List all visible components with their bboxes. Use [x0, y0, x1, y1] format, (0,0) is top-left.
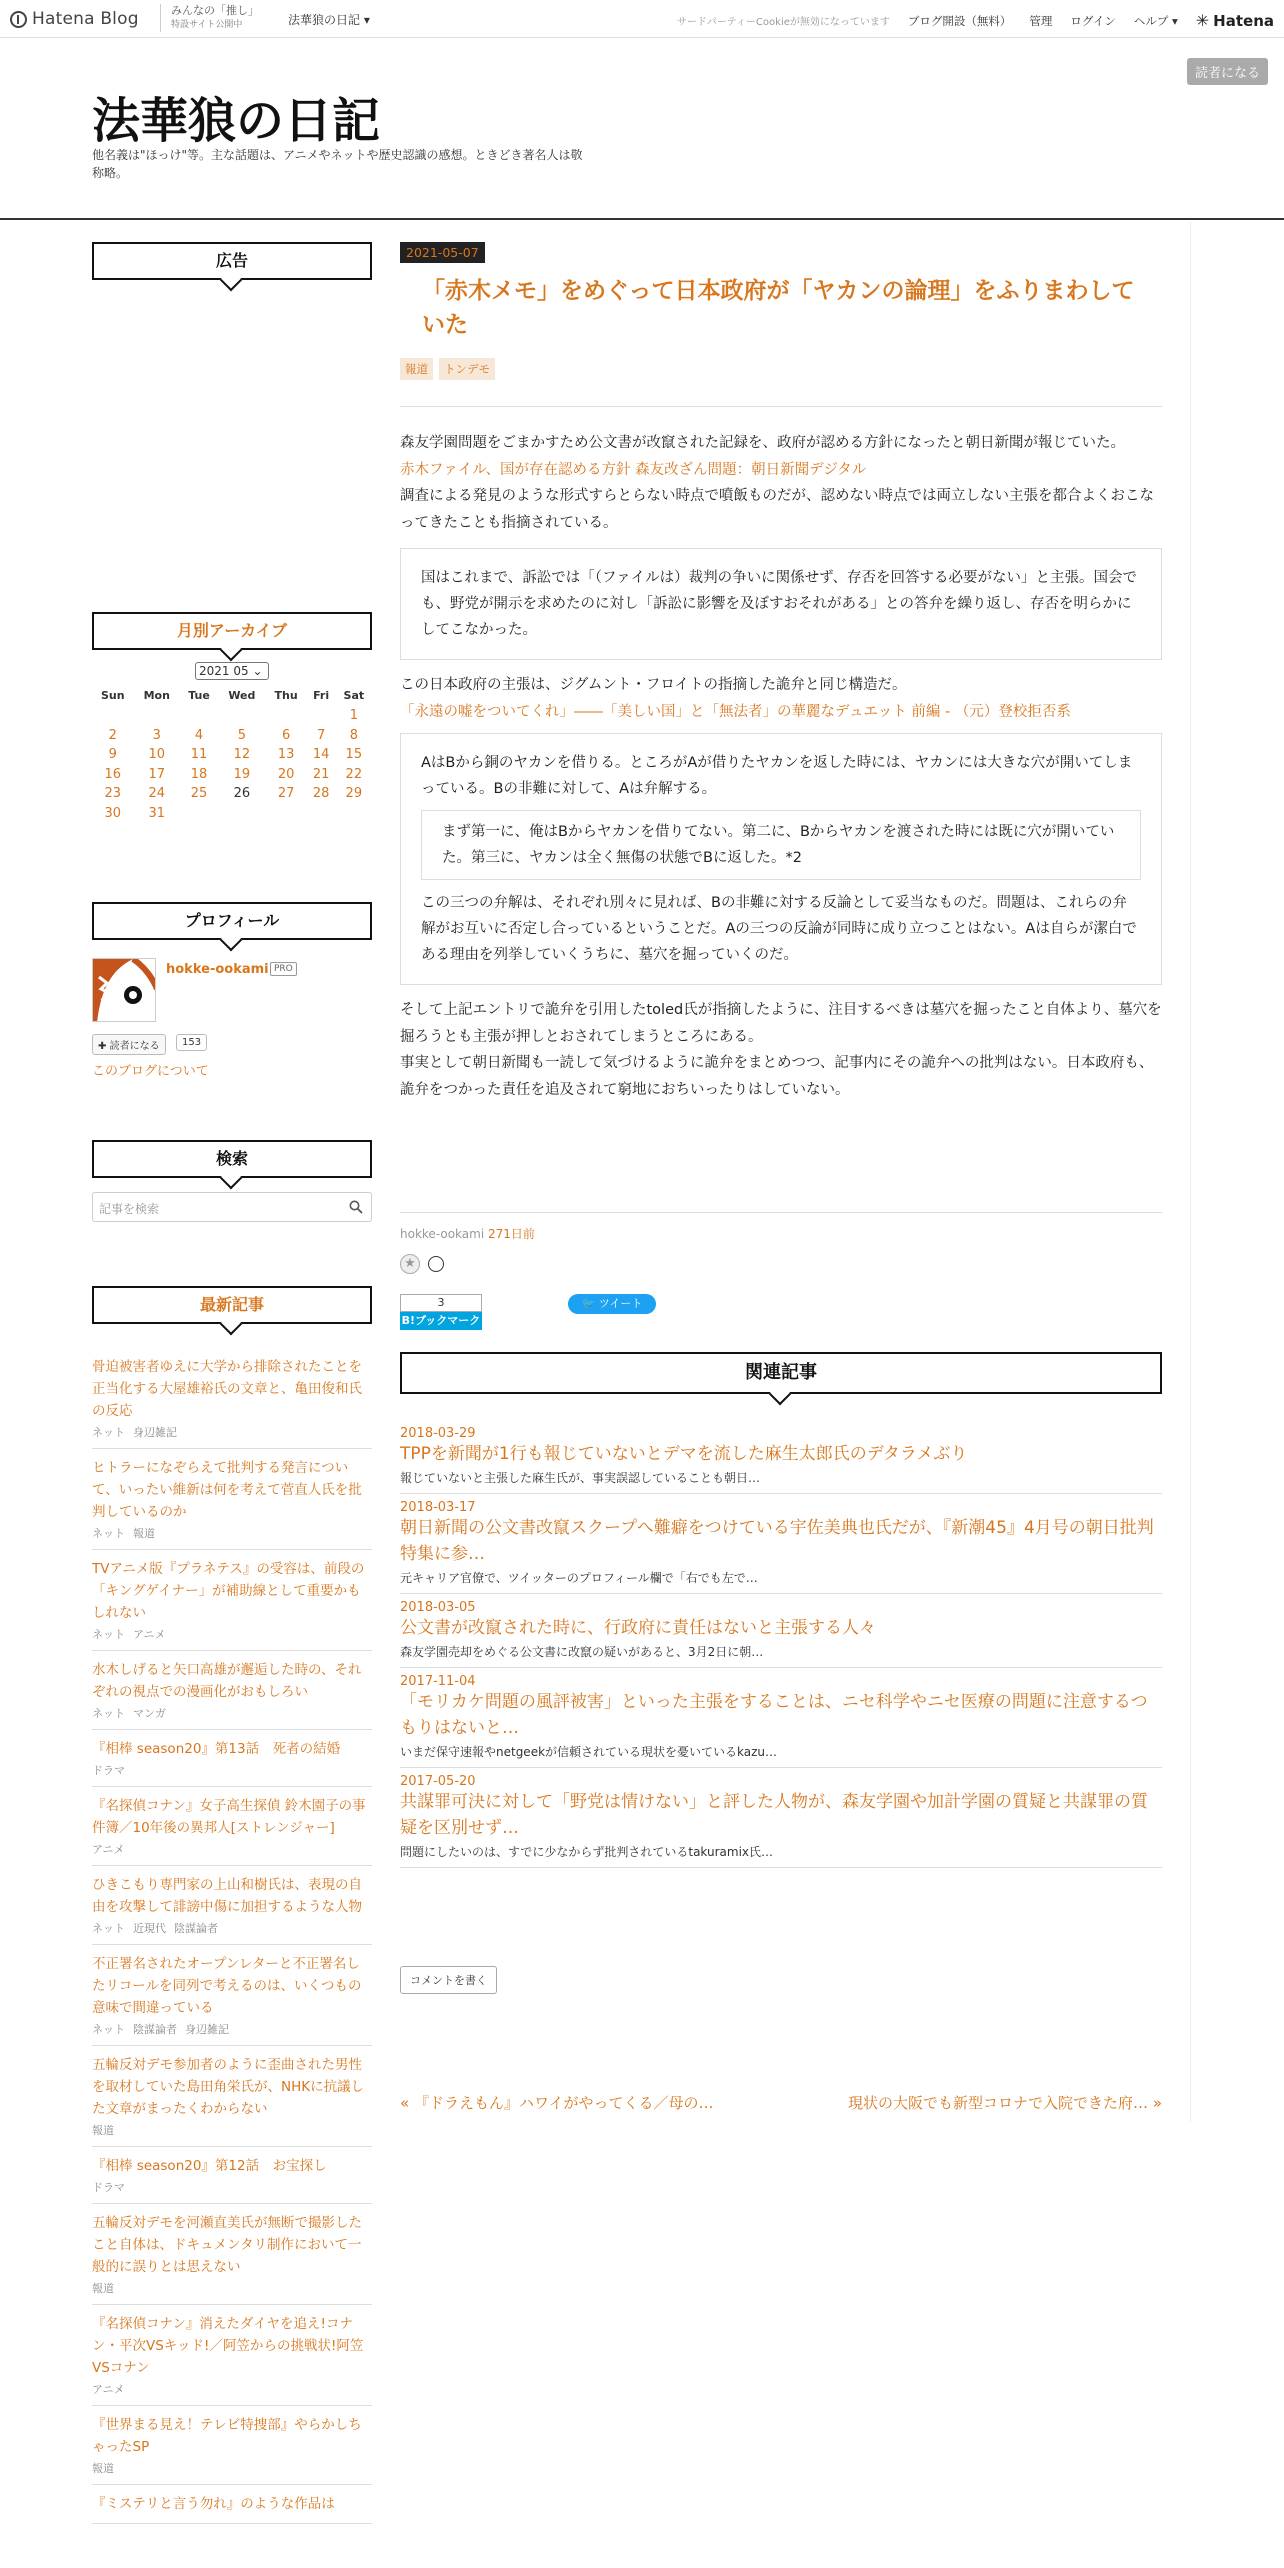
blog-description: 他名義は"ほっけ"等。主な話題は、アニメやネットや歴史認識の感想。ときどき著名人は敬称略。	[92, 148, 583, 180]
related-entry-snippet: 問題にしたいのは、すでに少なからず批判されているtakuramix氏…	[400, 1845, 774, 1859]
recent-entries-title[interactable]: 最新記事	[92, 1286, 372, 1324]
calendar-day[interactable]: 17	[148, 766, 166, 782]
category-link[interactable]: アニメ	[133, 1628, 166, 1641]
entry-categories	[400, 358, 495, 380]
hatena-blog-wordmark: Hatena Blog	[32, 9, 139, 29]
category-link[interactable]: ネット	[92, 1922, 125, 1935]
recent-entry	[92, 1550, 372, 1651]
calendar-empty	[307, 706, 336, 726]
promo-line2: 特設サイト公開中	[171, 20, 243, 30]
hatena-brand-label: Hatena	[1213, 11, 1274, 30]
related-entry-snippet: いまだ保守速報やnetgeekが信頼されている現状を憂いているkazu…	[400, 1745, 778, 1759]
calendar-day[interactable]: 18	[190, 766, 208, 782]
category-link[interactable]: ネット	[92, 2023, 125, 2036]
category-link[interactable]: 近現代	[133, 1922, 166, 1935]
tweet-button[interactable]	[568, 1294, 656, 1314]
nested-blockquote	[421, 810, 1141, 880]
recent-entry-categories	[92, 1705, 372, 1721]
quote-text: AはBから銅のヤカンを借りる。ところがAが借りたヤカンを返した時には、ヤカンには大きな穴が開いてしまっている。Bの非難に対して、Aは弁解する。	[421, 755, 1133, 797]
related-entry-snippet: 元キャリア官僚で、ツイッターのプロフィール欄で「右でも左で…	[400, 1571, 758, 1585]
blog-header	[0, 38, 1284, 220]
calendar-day[interactable]: 21	[312, 766, 330, 782]
blog-title[interactable]: 法華狼の日記	[92, 93, 381, 149]
calendar-day[interactable]: 27	[277, 786, 295, 802]
category-link[interactable]: マンガ	[133, 1707, 166, 1720]
category-link[interactable]: 陰謀論者	[174, 1922, 218, 1935]
star-icon: ★	[404, 1256, 416, 1271]
category-link[interactable]: ネット	[92, 1527, 125, 1540]
recent-entry	[92, 1651, 372, 1730]
related-entry-title[interactable]: TPPを新聞が1行も報じていないとデマを流した麻生太郎氏のデタラメぶり	[400, 1444, 968, 1464]
recent-entry-title[interactable]: 五輪反対デモ参加者のように歪曲された男性を取材していた島田角栄氏が、NHKに抗議した文章がまったくわからない	[92, 2057, 365, 2117]
weekday-header: Sun	[100, 688, 125, 702]
hatena-blog-logo[interactable]	[10, 8, 139, 30]
related-entry-date: 2018-03-29	[400, 1426, 476, 1441]
calendar-day[interactable]: 15	[345, 747, 363, 763]
related-entry-date: 2017-05-20	[400, 1774, 476, 1789]
recent-entry-categories	[92, 1525, 372, 1541]
ad-module	[92, 242, 372, 280]
recent-entry-title[interactable]: 不正署名されたオープンレターと不正署名したリコールを同列で考えるのは、いくつもの意味で間違っている	[92, 1956, 362, 2016]
recent-entry-categories	[92, 2122, 372, 2138]
weekday-header: Sat	[343, 688, 365, 702]
archive-month-select[interactable]	[195, 662, 269, 680]
calendar-day[interactable]: 5	[237, 727, 246, 743]
archive-month-value: 2021 05	[199, 664, 249, 678]
calendar-day[interactable]: 6	[281, 727, 291, 743]
recent-entry-categories	[92, 2021, 372, 2037]
recent-entry	[92, 2485, 372, 2524]
recent-entry-categories	[92, 1626, 372, 1642]
tweet-label: ツイート	[598, 1297, 643, 1310]
calendar-empty	[336, 804, 372, 824]
archive-title[interactable]: 月別アーカイブ	[92, 612, 372, 650]
related-entry-title[interactable]: 共謀罪可決に対して「野党は情けない」と評した人物が、森友学園や加計学園の質疑と共謀罪の質疑を区別せず…	[400, 1792, 1148, 1838]
recent-entry-title[interactable]: 『名探偵コナン』女子高生探偵 鈴木園子の事件簿／10年後の異邦人[ストレンジャー]	[92, 1798, 366, 1836]
archive-module	[92, 612, 372, 823]
recent-entry-title[interactable]: TVアニメ版『プラネテス』の受容は、前段の「キングゲイナー」が補助線として重要かもしれない	[92, 1561, 365, 1621]
recent-entry-categories	[92, 2460, 372, 2476]
entry-body	[400, 430, 1162, 1103]
bookmark-button[interactable]: B!ブックマーク	[400, 1312, 482, 1330]
calendar-day[interactable]: 22	[345, 766, 363, 782]
calendar-day[interactable]: 24	[148, 786, 166, 802]
recent-entry-categories	[92, 2381, 372, 2397]
calendar-day[interactable]: 31	[148, 805, 166, 821]
calendar-day[interactable]: 10	[148, 747, 166, 763]
subscriber-count[interactable]: 153	[176, 1034, 207, 1051]
recent-entry	[92, 1945, 372, 2046]
recent-entry	[92, 1866, 372, 1945]
paragraph: 森友学園問題をごまかすため公文書が改竄された記録を、政府が認める方針になったと朝日新聞が報じていた。	[400, 435, 1125, 451]
star-user-icon[interactable]	[428, 1256, 444, 1272]
calendar-day[interactable]: 14	[312, 747, 330, 763]
calendar-day[interactable]: 23	[104, 786, 122, 802]
recent-entry	[92, 1730, 372, 1787]
recent-entry	[92, 2406, 372, 2485]
recent-entry-title[interactable]: 『ミステリと言う勿れ』のような作品は	[92, 2496, 335, 2512]
search-module	[92, 1140, 372, 1216]
about-blog-link[interactable]: このブログについて	[92, 1064, 209, 1079]
cookie-notice: サードパーティーCookieが無効になっています	[676, 17, 890, 28]
promo-link[interactable]	[160, 4, 259, 32]
recent-entry-title[interactable]: 水木しげると矢口高雄が邂逅した時の、それぞれの視点での漫画化がおもしろい	[92, 1662, 362, 1700]
search-title: 検索	[92, 1140, 372, 1178]
add-star-button[interactable]	[400, 1254, 420, 1274]
recent-entry-categories	[92, 1424, 372, 1440]
related-entry-snippet: 森友学園売却をめぐる公文書に改竄の疑いがあると、3月2日に朝…	[400, 1645, 764, 1659]
entry-permalink[interactable]: 271日前	[487, 1227, 535, 1241]
ad-title: 広告	[92, 242, 372, 280]
calendar-day[interactable]: 4	[194, 727, 204, 743]
weekday-header: Tue	[188, 688, 210, 702]
hatena-brand[interactable]	[1196, 11, 1274, 30]
caret-down-icon: ▾	[1171, 13, 1178, 28]
recent-entry	[92, 2305, 372, 2406]
calendar-day[interactable]: 12	[233, 747, 251, 763]
subscribe-button[interactable]: 読者になる	[1187, 58, 1268, 85]
related-list	[400, 1420, 1162, 1868]
recent-entry-title[interactable]: ヒトラーになぞらえて批判する発言について、いったい維新は何を考えて菅直人氏を批判しているのか	[92, 1460, 362, 1520]
recent-entry-categories	[92, 2179, 372, 2195]
content-divider	[1190, 222, 1191, 2122]
recent-entries-list	[92, 1348, 372, 2524]
weekday-header: Mon	[143, 688, 170, 702]
recent-entry-title[interactable]: 『相棒 season20』第13話 死者の結婚	[92, 1741, 341, 1757]
category-link[interactable]: 陰謀論者	[133, 2023, 177, 2036]
recent-entry-categories	[92, 2280, 372, 2296]
category-link[interactable]: 身辺雑記	[185, 2023, 229, 2036]
archive-calendar	[92, 684, 372, 823]
recent-entry-title[interactable]: 『世界まる見え！テレビ特捜部』やらかしちゃったSP	[92, 2417, 362, 2455]
related-entry	[400, 1768, 1162, 1868]
category-chip[interactable]: 報道	[400, 358, 433, 380]
prev-entry-link[interactable]: « 『ドラえもん』ハワイがやってくる／母の…	[400, 2094, 714, 2112]
recent-entry	[92, 2147, 372, 2204]
profile-module	[92, 902, 372, 1079]
related-entry-date: 2018-03-17	[400, 1500, 476, 1515]
calendar-empty	[218, 706, 266, 726]
related-entry-date: 2017-11-04	[400, 1674, 476, 1689]
sidebar-subscribe-button[interactable]	[92, 1034, 166, 1055]
entry-title[interactable]: 「赤木メモ」をめぐって日本政府が「ヤカンの論理」をふりまわしていた	[422, 278, 1135, 338]
quote-text: この三つの弁解は、それぞれ別々に見れば、Bの非難に対する反論として妥当なものだ。問題は、これらの弁解がお互いに否定し合っているということだ。Aの三つの反論が同時に成り立つことはない。Aは自らが潔白である理由を列挙していくうちに、墓穴を掘っていくのだ。	[421, 895, 1137, 963]
recent-entry-title[interactable]: 『相棒 season20』第12話 お宝探し	[92, 2158, 327, 2174]
related-title: 関連記事	[400, 1352, 1162, 1394]
calendar-day[interactable]: 19	[233, 766, 251, 782]
create-blog-link[interactable]: ブログ開設（無料）	[907, 13, 1012, 28]
related-entry	[400, 1420, 1162, 1494]
calendar-day[interactable]: 20	[277, 766, 295, 782]
category-link[interactable]: ドラマ	[92, 2181, 125, 2194]
recent-entry-title[interactable]: 『名探偵コナン』消えたダイヤを追え!コナン・平次VSキッド!／阿笠からの挑戦状!阿笠VSコナン	[92, 2316, 364, 2376]
category-link[interactable]: ドラマ	[92, 1764, 125, 1777]
calendar-day[interactable]: 29	[345, 786, 363, 802]
recent-entry	[92, 2046, 372, 2147]
calendar-empty	[266, 804, 307, 824]
twitter-icon: 🐦	[581, 1297, 596, 1310]
recent-entry	[92, 2204, 372, 2305]
category-link[interactable]: ネット	[92, 1426, 125, 1439]
category-link[interactable]: アニメ	[92, 1843, 125, 1856]
entry-date[interactable]: 2021-05-07	[400, 242, 485, 263]
calendar-empty	[180, 706, 218, 726]
recent-entry	[92, 1787, 372, 1866]
category-link[interactable]: アニメ	[92, 2383, 125, 2396]
calendar-empty	[92, 706, 134, 726]
divider	[400, 406, 1162, 407]
recent-entry	[92, 1348, 372, 1449]
related-entry-title[interactable]: 「モリカケ問題の風評被害」といった主張をすることは、ニセ科学やニセ医療の問題に注意するつもりはないと…	[400, 1692, 1148, 1738]
calendar-empty	[180, 804, 218, 824]
calendar-day[interactable]: 30	[104, 805, 122, 821]
weekday-header: Thu	[274, 688, 298, 702]
calendar-empty	[218, 804, 266, 824]
paragraph: 事実として朝日新聞も一読して気づけるように詭弁をまとめつつ、記事内にその詭弁への批判はない。日本政府も、詭弁をつかった責任を追及されて窮地におちいったりはしていない。	[400, 1055, 1154, 1098]
category-link[interactable]: ネット	[92, 1707, 125, 1720]
calendar-day[interactable]: 13	[277, 747, 295, 763]
category-link[interactable]: ネット	[92, 1628, 125, 1641]
calendar-empty	[307, 804, 336, 824]
recent-entry-categories	[92, 1762, 372, 1778]
profile-title: プロフィール	[92, 902, 372, 940]
category-chip[interactable]: トンデモ	[439, 358, 495, 380]
recent-entry	[92, 1449, 372, 1550]
paragraph: 調査による発見のような形式すらとらない時点で噴飯ものだが、認めない時点では両立しない主張を都合よくおこなってきたことも指摘されている。	[400, 488, 1154, 531]
calendar-day[interactable]: 1	[349, 708, 358, 724]
recent-entries-module	[92, 1286, 372, 2512]
related-entry-title[interactable]: 公文書が改竄された時に、行政府に責任はないと主張する人々	[400, 1618, 876, 1638]
related-entry	[400, 1494, 1162, 1594]
calendar-day[interactable]: 25	[190, 786, 208, 802]
weekday-header: Fri	[313, 688, 330, 702]
entry-footer	[400, 1212, 1162, 1242]
caret-down-icon: ▾	[363, 13, 370, 27]
admin-link[interactable]: 管理	[1029, 13, 1053, 28]
global-header	[0, 0, 1284, 38]
blog-name-menu-label: 法華狼の日記	[288, 13, 361, 27]
weekday-header: Wed	[228, 688, 256, 702]
login-link[interactable]: ログイン	[1070, 13, 1116, 28]
recent-entry-title[interactable]: 五輪反対デモを河瀬直美氏が無断で撮影したこと自体は、ドキュメンタリ制作において一般的に誤りとは思えない	[92, 2215, 362, 2275]
category-link[interactable]: 身辺雑記	[133, 1426, 177, 1439]
related-entry	[400, 1668, 1162, 1768]
related-entry	[400, 1594, 1162, 1668]
hatena-spark-icon: ✳	[1195, 11, 1210, 30]
avatar-image	[93, 959, 156, 1022]
quote-text: 国はこれまで、訴訟では「（ファイルは）裁判の争いに関係せず、存否を回答する必要がない」と主張。国会でも、野党が開示を求めたのに対し「訴訟に影響を及ぼすおそれがある」との答弁を繰り返し、存否を明らかにしてこなかった。	[421, 570, 1138, 638]
related-entry-title[interactable]: 朝日新聞の公文書改竄スクープへ難癖をつけている宇佐美典也氏だが、『新潮45』4月号の朝日批判特集に参…	[400, 1518, 1154, 1564]
help-menu-label: ヘルプ	[1133, 13, 1169, 28]
select-arrow-icon: ⌄	[252, 664, 263, 678]
entry-author[interactable]: hokke-ookami	[400, 1227, 485, 1241]
write-comment-button[interactable]: コメントを書く	[400, 1966, 497, 1994]
search-input[interactable]	[92, 1192, 372, 1222]
hatena-logo-icon	[10, 11, 27, 28]
calendar-day[interactable]: 9	[108, 747, 117, 763]
category-link[interactable]: 報道	[92, 2462, 114, 2475]
calendar-day[interactable]: 2	[108, 727, 117, 743]
search-icon[interactable]	[349, 1200, 363, 1214]
recent-entry-title[interactable]: 骨迫被害者ゆえに大学から排除されたことを正当化する大屋雄裕氏の文章と、亀田俊和氏の反応	[92, 1359, 362, 1419]
blog-name-menu[interactable]	[288, 11, 370, 28]
calendar-day[interactable]: 28	[312, 786, 330, 802]
calendar-day[interactable]: 3	[152, 727, 161, 743]
calendar-day[interactable]: 11	[190, 747, 208, 763]
next-entry-link[interactable]: 現状の大阪でも新型コロナで入院できた府… »	[848, 2094, 1162, 2112]
category-link[interactable]: 報道	[133, 1527, 155, 1540]
calendar-day[interactable]: 7	[316, 727, 326, 743]
category-link[interactable]: 報道	[92, 2282, 114, 2295]
category-link[interactable]: 報道	[92, 2124, 114, 2137]
related-entries	[400, 1352, 1162, 1859]
calendar-day: 26	[233, 786, 251, 802]
related-entry-date: 2018-03-05	[400, 1600, 476, 1615]
pro-badge: PRO	[270, 962, 297, 976]
blockquote	[400, 548, 1162, 660]
help-menu[interactable]	[1134, 13, 1178, 29]
recent-entry-title[interactable]: ひきこもり専門家の上山和樹氏は、表現の自由を攻撃して誹謗中傷に加担するような人物	[92, 1877, 362, 1915]
sidebar-subscribe-label: 読者になる	[109, 1041, 160, 1052]
blog-reference-link[interactable]: 「永遠の嘘をついてくれ」――「美しい国」と「無法者」の華麗なデュエット 前編 - （元）登校拒否系	[400, 703, 1071, 720]
paragraph: この日本政府の主張は、ジグムント・フロイトの指摘した詭弁と同じ構造だ。	[400, 677, 907, 693]
paragraph: そして上記エントリで詭弁を引用したtoled氏が指摘したように、注目するべきは墓穴を掘ったこと自体より、墓穴を掘ろうとも主張が押しとおされてしまうところにある。	[400, 1002, 1162, 1045]
plus-icon: ✚	[98, 1041, 107, 1052]
blockquote	[400, 733, 1162, 985]
related-entry-snippet: 報じていないと主張した麻生氏が、事実誤認していることも朝日…	[400, 1471, 761, 1485]
news-link[interactable]: 赤木ファイル、国が存在認める方針 森友改ざん問題：朝日新聞デジタル	[400, 461, 867, 478]
calendar-empty	[266, 706, 307, 726]
promo-line1: みんなの「推し」	[171, 4, 259, 17]
profile-name-link[interactable]: hokke-ookami	[166, 962, 269, 977]
recent-entry-categories	[92, 1920, 372, 1936]
avatar[interactable]	[92, 958, 156, 1022]
calendar-day[interactable]: 8	[349, 727, 358, 743]
calendar-day[interactable]: 16	[104, 766, 122, 782]
recent-entry-categories	[92, 1841, 372, 1857]
bookmark-count[interactable]: 3	[400, 1294, 482, 1312]
calendar-empty	[134, 706, 180, 726]
search-placeholder: 記事を検索	[99, 1202, 160, 1216]
quote-text: まず第一に、俺はBからヤカンを借りてない。第二に、Bからヤカンを渡された時には既に穴が開いていた。第三に、ヤカンは全く無傷の状態でBに返した。*2	[442, 824, 1115, 866]
